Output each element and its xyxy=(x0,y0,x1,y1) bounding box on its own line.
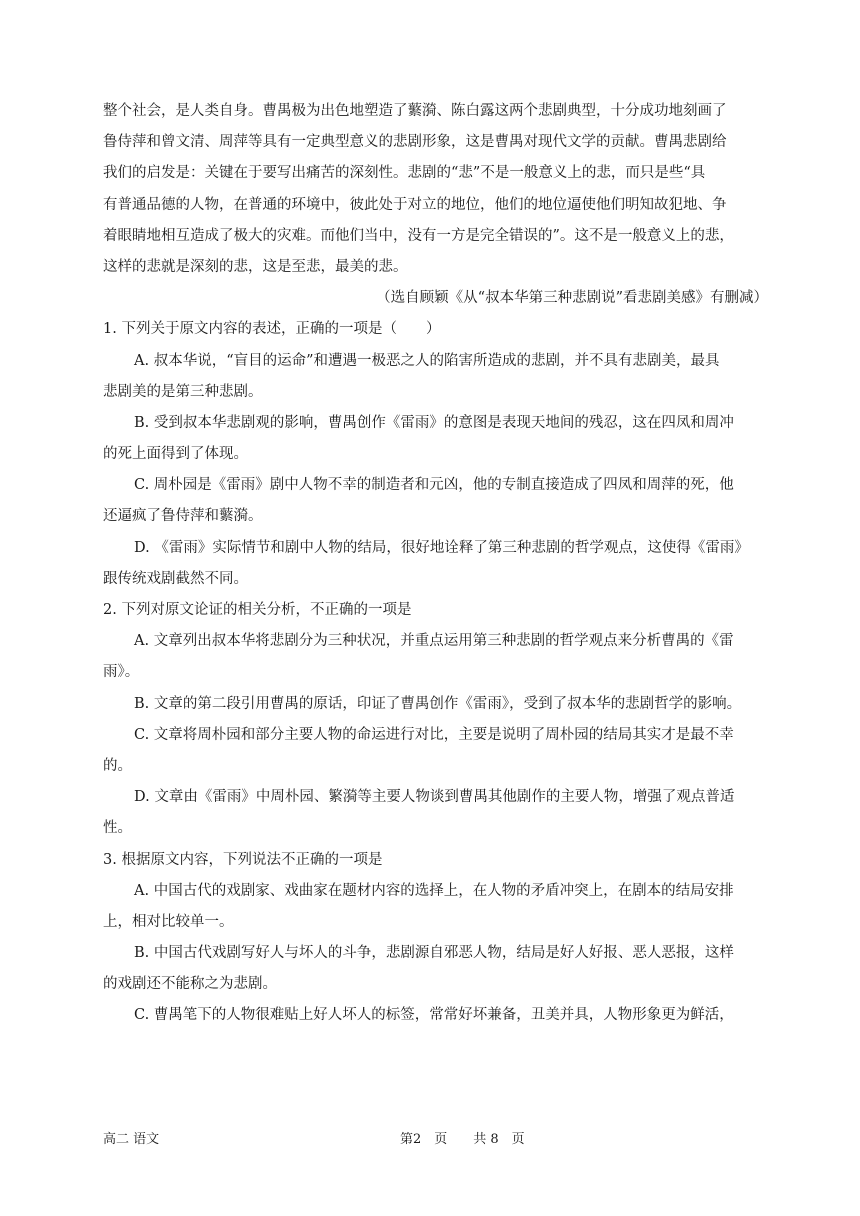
text-line: 有普通品德的人物，在普通的环境中，彼此处于对立的地位，他们的地位逼使他们明知故犯地、争 xyxy=(103,196,727,213)
text-line: 鲁侍萍和曾文清、周萍等具有一定典型意义的悲剧形象，这是曹禺对现代文学的贡献。曹禺悲剧给 xyxy=(103,134,727,151)
page-footer xyxy=(0,1128,860,1146)
text-line: 的。 xyxy=(103,757,132,774)
text-line: B. 文章的第二段引用曹禺的原话，印证了曹禺创作《雷雨》，受到了叔本华的悲剧哲学的影响。 xyxy=(134,695,742,712)
text-line: 还逼疯了鲁侍萍和蘩漪。 xyxy=(103,508,263,525)
text-line: B. 受到叔本华悲剧观的影响，曹禺创作《雷雨》的意图是表现天地间的残忍，这在四凤和周冲 xyxy=(134,414,734,431)
footer-subject: 高二 语文 xyxy=(103,1132,160,1147)
text-line: C. 曹禺笔下的人物很难贴上好人坏人的标签，常常好坏兼备，丑美并具，人物形象更为鲜活， xyxy=(134,1007,734,1024)
text-line: 性。 xyxy=(103,820,132,837)
text-line: 我们的启发是：关键在于要写出痛苦的深刻性。悲剧的“悲”不是一般意义上的悲，而只是些“具 xyxy=(103,165,706,182)
footer-page-number: 第2 页 共 8 页 xyxy=(400,1132,525,1147)
text-line: A. 文章列出叔本华将悲剧分为三种状况，并重点运用第三种悲剧的哲学观点来分析曹禺的《雷 xyxy=(134,633,734,650)
text-line: 着眼睛地相互造成了极大的灾难。而他们当中，没有一方是完全错误的”。这不是一般意义上的悲， xyxy=(103,227,734,244)
text-line: A. 叔本华说，“盲目的运命”和遭遇一极恶之人的陷害所造成的悲剧，并不具有悲剧美，最具 xyxy=(134,352,720,369)
text-line: （选自顾颖《从“叔本华第三种悲剧说”看悲剧美感》有删减） xyxy=(376,290,768,307)
text-line: D. 文章由《雷雨》中周朴园、繁漪等主要人物谈到曹禺其他剧作的主要人物，增强了观点普适 xyxy=(134,789,735,806)
text-line: 这样的悲就是深刻的悲，这是至悲，最美的悲。 xyxy=(103,258,408,275)
text-line: 悲剧美的是第三种悲剧。 xyxy=(103,383,263,400)
text-line: C. 文章将周朴园和部分主要人物的命运进行对比，主要是说明了周朴园的结局其实才是最不幸 xyxy=(134,726,734,743)
text-line: 1. 下列关于原文内容的表述，正确的一项是（ ） xyxy=(103,321,441,338)
text-line: 雨》。 xyxy=(103,664,140,681)
text-line: A. 中国古代的戏剧家、戏曲家在题材内容的选择上，在人物的矛盾冲突上，在剧本的结局安排 xyxy=(134,882,734,899)
text-line: 2. 下列对原文论证的相关分析，不正确的一项是 xyxy=(103,602,412,618)
document-body xyxy=(103,103,768,1039)
text-line: C. 周朴园是《雷雨》剧中人物不幸的制造者和元凶，他的专制直接造成了四凤和周萍的死，他 xyxy=(134,477,734,494)
text-line: 整个社会，是人类自身。曹禺极为出色地塑造了蘩漪、陈白露这两个悲剧典型，十分成功地刻画了 xyxy=(103,103,727,119)
text-line: D. 《雷雨》实际情节和剧中人物的结局，很好地诠释了第三种悲剧的哲学观点，这使得《雷雨》 xyxy=(134,539,749,556)
text-line: 3. 根据原文内容，下列说法不正确的一项是 xyxy=(103,851,383,868)
text-line: 跟传统戏剧截然不同。 xyxy=(103,570,248,587)
text-line: 的死上面得到了体现。 xyxy=(103,446,248,463)
text-line: B. 中国古代戏剧写好人与坏人的斗争，悲剧源自邪恶人物，结局是好人好报、恶人恶报，这样 xyxy=(134,945,734,962)
text-line: 上，相对比较单一。 xyxy=(103,913,234,930)
text-line: 的戏剧还不能称之为悲剧。 xyxy=(103,976,277,993)
